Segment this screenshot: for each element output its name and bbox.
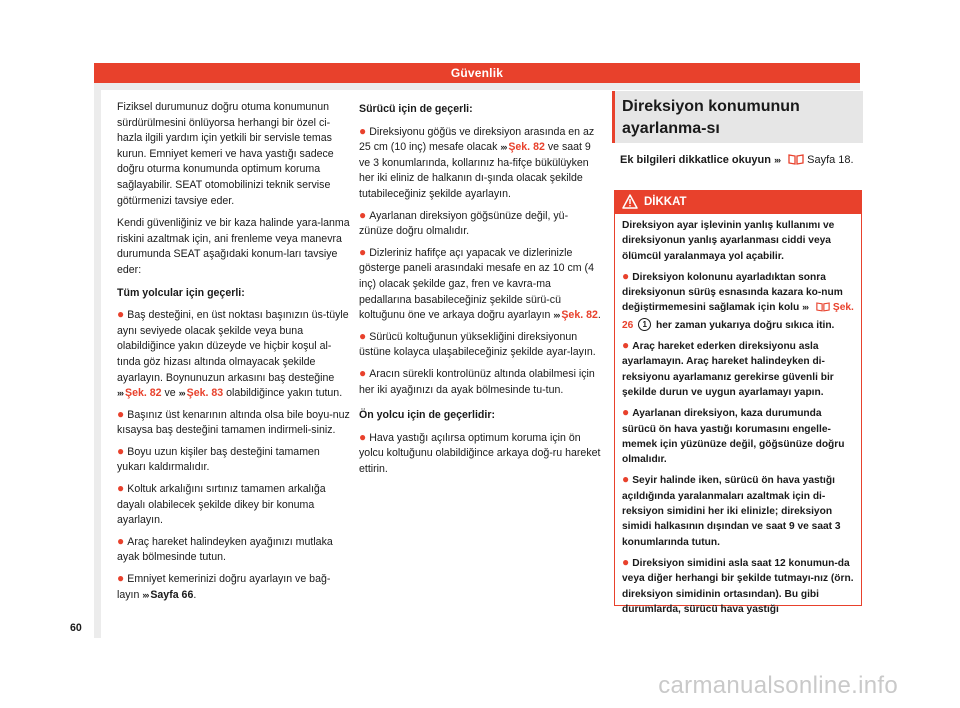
bullet-icon: ● <box>622 554 630 569</box>
bullet-icon: ● <box>117 571 125 586</box>
bullet-icon: ● <box>359 123 367 138</box>
bullet-icon: ● <box>117 533 125 548</box>
figure-link[interactable]: Şek. 82 <box>125 387 162 400</box>
list-item: ● Ayarlanan direksiyon, kaza durumunda sürücü ön hava yastığı korumasını engelle-memek için yüzünüze değil, göğsünüze doğru olmalıdır. <box>622 405 845 466</box>
page-link[interactable]: Sayfa 18 <box>807 154 851 166</box>
warning-body <box>622 218 854 622</box>
column-middle <box>359 100 602 482</box>
list-item: ● Emniyet kemerinizi doğru ayarlayın ve bağ-layın ››› Sayfa 66. <box>117 571 331 601</box>
list-item: ● Ayarlanan direksiyon göğsünüze değil, yü-zünüze doğru olmalıdır. <box>359 207 569 238</box>
list-item: ● Direksiyonu göğüs ve direksiyon arasında en az 25 cm (10 inç) mesafe olacak ››› Şek. 82 ve saat 9 ve 3 konumlarında, kollarınız ha-fifçe bükülüyken her iki eliniz de halkanın dı-şında olacak şekilde tutabileceğiniz şekilde ayarlayın. <box>359 123 595 200</box>
list-item: ● Başınız üst kenarının altında olsa bile boyu-nuz kısaysa baş desteğini tamamen indirmeli-siniz. <box>117 406 350 437</box>
bullet-icon: ● <box>359 207 367 222</box>
arrow-icon: ››› <box>178 388 185 399</box>
bullet-icon: ● <box>359 429 367 444</box>
paragraph: Fiziksel durumunuz doğru otuma konumunun sürdürülmesini önlüyorsa herhangi bir özel ci-hazla ilgili yardım için yetkili bir servisle temas kurun. Emniyet kemeri ve hava yastığı sadece doğru oturma konumunda optimum koruma sağlayabilir. SEAT otomobilinizi teknik servise götürmenizi tavsiye eder. <box>117 101 334 207</box>
page-number: 60 <box>70 622 82 634</box>
warning-label: DİKKAT <box>644 196 687 208</box>
list-item: ● Araç hareket ederken direksiyonu asla ayarlamayın. Araç hareket halindeyken di-reksiyonu ayarlamanız gerekirse güvenli bir şekilde durun ve uygun ayarlamayı yapın. <box>622 338 834 398</box>
arrow-icon: ››› <box>774 155 781 165</box>
warning-header <box>614 190 861 214</box>
bullet-icon: ● <box>117 307 125 322</box>
arrow-icon: ››› <box>142 589 149 600</box>
book-icon <box>788 153 804 170</box>
column-left <box>117 100 351 608</box>
list-item: ● Boyu uzun kişiler baş desteğini tamamen yukarı kaldırmalıdır. <box>117 443 320 474</box>
bullet-icon: ● <box>117 406 125 421</box>
paragraph: Direksiyon ayar işlevinin yanlış kullanımı ve direksiyonun yanlış ayarlanması ciddi veya ölümcül yaralanmaya yol açabilir. <box>622 220 835 262</box>
callout-number: 1 <box>638 318 651 331</box>
arrow-icon: ››› <box>117 388 123 399</box>
section-title: Direksiyon konumunun ayarlanma-sı <box>622 98 800 137</box>
book-icon <box>816 301 830 317</box>
arrow-icon: ››› <box>553 310 560 321</box>
bullet-icon: ● <box>622 268 630 283</box>
page-link[interactable]: Sayfa 66 <box>150 588 194 601</box>
paragraph: Kendi güvenliğiniz ve bir kaza halinde yara-lanma riskini azaltmak için, ani frenleme veya manevra durumunda SEAT aşağıdaki konum-ları tavsiye eder: <box>117 217 350 276</box>
figure-link[interactable]: Şek. 26 <box>622 302 854 331</box>
list-item: ● Aracın sürekli kontrolünüz altında olabilmesi için her iki ayağınızı da ayak bölmesinde tu-tun. <box>359 365 595 396</box>
list-item: ● Koltuk arkalığını sırtınız tamamen arkalığa dayalı olabilecek şekilde dikey bir konuma ayarlayın. <box>117 481 326 527</box>
intro-text: Ek bilgileri dikkatlice okuyun ››› Sayfa 18. <box>620 152 856 170</box>
arrow-icon: ››› <box>500 142 507 153</box>
bullet-icon: ● <box>359 365 367 380</box>
list-item: ● Direksiyon simidini asla saat 12 konumun-da veya diğer herhangi bir şekilde tutmayı-nız (örn. direksiyon simidinin ortasından). Bu gibi durumlarda, sürücü hava yastığı <box>622 554 854 615</box>
bullet-icon: ● <box>359 328 367 343</box>
list-item: ● Baş desteğini, en üst noktası başınızın üs-tüyle aynı seviyede olacak şekilde veya buna olabildiğince yakın düzeyde ve hiçbir koşul al-tında göz hizası altında olmayacak şekilde ayarlayın. Boynunuzun arkasını baş desteğine ››› Şek. 82 ve ››› Şek. 83 olabildiğince yakın tutun. <box>117 307 349 400</box>
list-item: ● Sürücü koltuğunun yüksekliğini direksiyonun üstüne kolayca ulaşabileceğiniz şekilde ayar-layın. <box>359 328 596 359</box>
list-item: ● Dizleriniz hafifçe açı yapacak ve dizlerinizle gösterge paneli arasındaki mesafe en az 10 cm (4 inç) olacak şekilde gaz, fren ve kavra-ma pedallarına basabileceğiniz şekilde sürü-cü koltuğunu öne ve arkaya doğru ayarlayın ››› Şek. 82. <box>359 244 601 322</box>
figure-link[interactable]: Şek. 82 <box>508 141 545 154</box>
bullet-icon: ● <box>622 338 630 353</box>
list-item: ● Araç hareket halindeyken ayağınızı mutlaka ayak bölmesinde tutun. <box>117 533 333 564</box>
list-item: ● Direksiyon kolonunu ayarladıktan sonra direksiyonun sürüş esnasında kazara ko-num değiştirmemesini sağlamak için kolu ››› Şek. 26 1 her zaman yukarıya doğru sıkıca itin. <box>622 268 854 331</box>
bullet-icon: ● <box>622 472 630 487</box>
watermark: carmanualsonline.info <box>658 672 898 699</box>
bullet-icon: ● <box>622 405 630 420</box>
list-item: ● Hava yastığı açılırsa optimum koruma için ön yolcu koltuğunu olabildiğince arkaya doğ-ru hareket ettirin. <box>359 429 601 475</box>
section-heading: Tüm yolcular için geçerli: <box>117 286 245 299</box>
figure-link[interactable]: Şek. 83 <box>186 387 224 400</box>
warning-icon <box>622 194 638 218</box>
section-heading: Sürücü için de geçerli: <box>359 103 473 115</box>
bullet-icon: ● <box>117 481 125 496</box>
bullet-icon: ● <box>117 443 125 458</box>
bullet-icon: ● <box>359 244 367 259</box>
figure-link[interactable]: Şek. 82 <box>561 309 598 322</box>
arrow-icon: ››› <box>802 302 809 313</box>
list-item: ● Seyir halinde iken, sürücü ön hava yastığı açıldığında yaralanmaları azaltmak için di-reksiyon simidini her iki elinizle; direksiyon simidi halkasının dışından ve saat 9 ve saat 3 konumlarında tutun. <box>622 472 841 548</box>
page-header: Güvenlik <box>94 63 860 83</box>
section-heading: Ön yolcu için de geçerlidir: <box>359 409 495 422</box>
